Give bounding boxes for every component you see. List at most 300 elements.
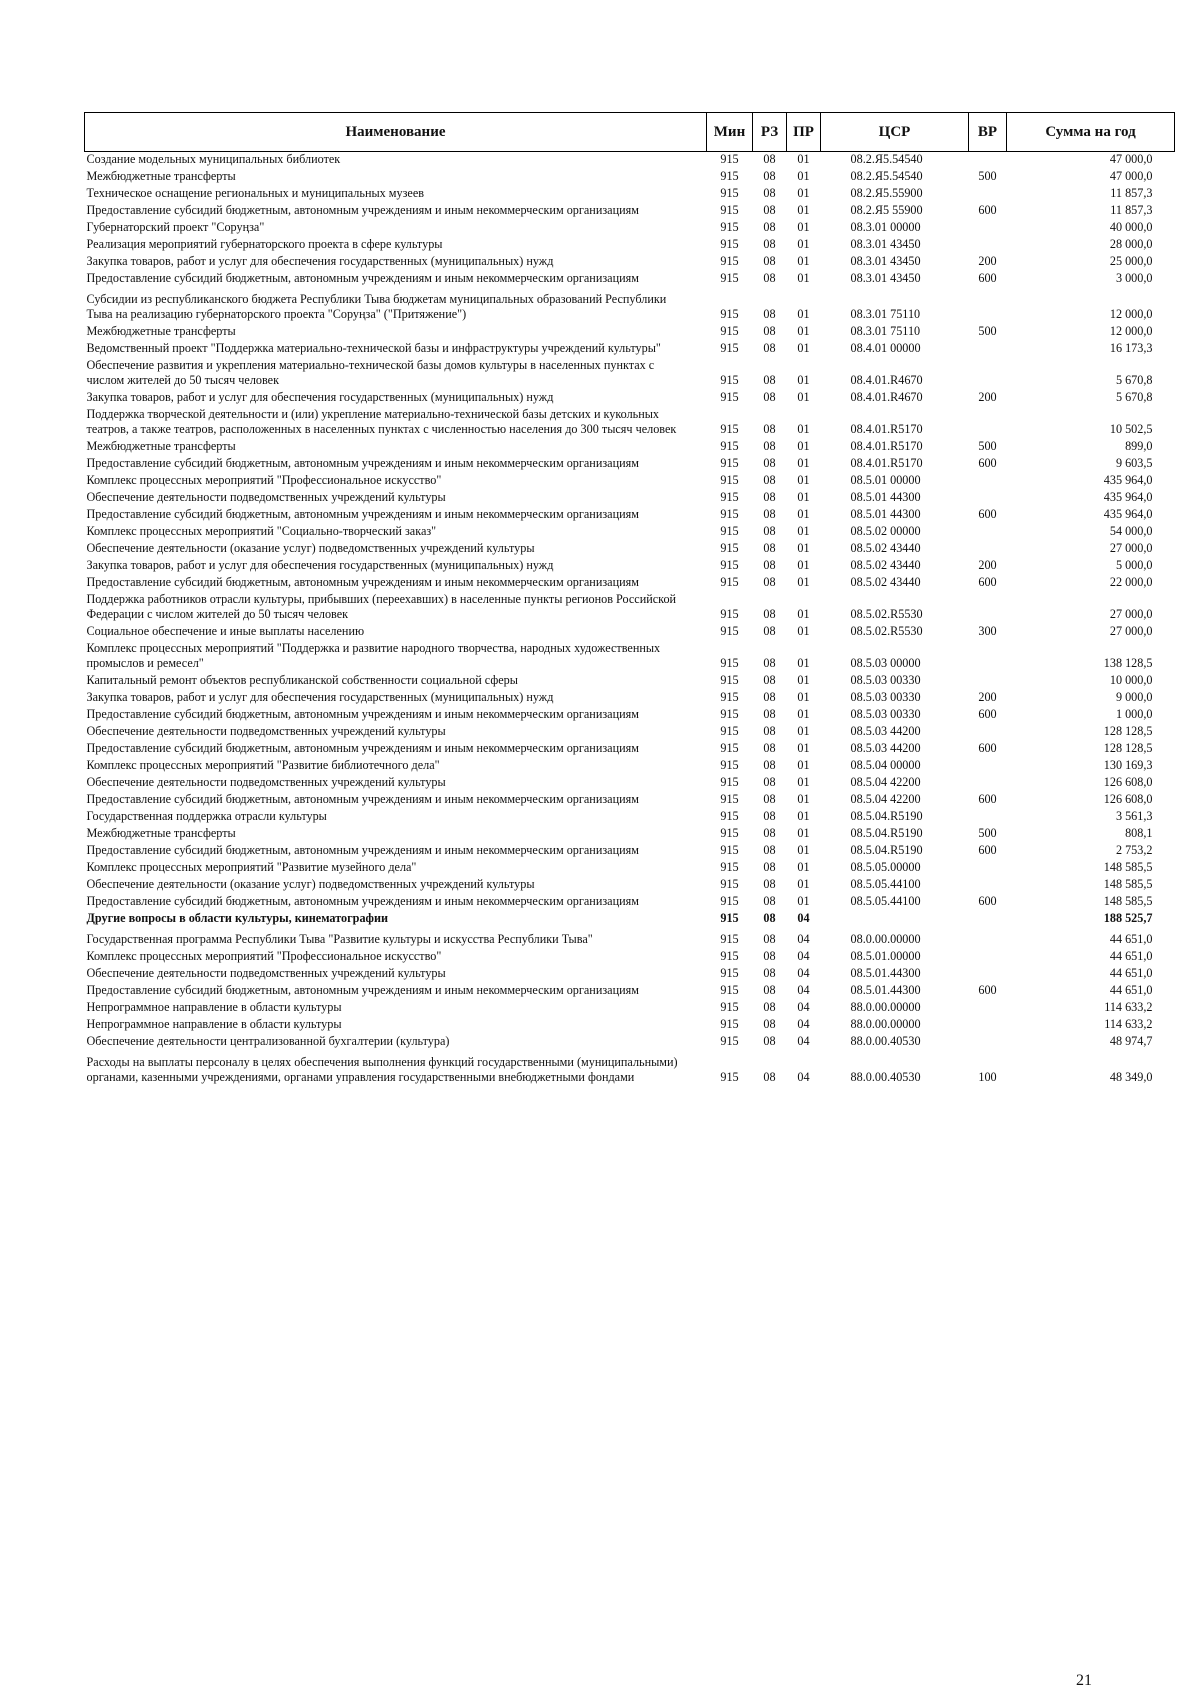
row-pr: 01 bbox=[797, 524, 810, 538]
header-csr: ЦСР bbox=[821, 113, 969, 152]
row-name: Другие вопросы в области культуры, кинематографии bbox=[86, 911, 389, 925]
row-min: 915 bbox=[720, 541, 739, 555]
row-min: 915 bbox=[720, 373, 739, 387]
row-pr: 01 bbox=[797, 741, 810, 755]
table-row bbox=[85, 690, 1175, 707]
row-min: 915 bbox=[720, 724, 739, 738]
row-csr: 08.4.01.R5170 bbox=[850, 456, 923, 470]
row-vr bbox=[969, 237, 1007, 254]
row-csr: 08.3.01 43450 bbox=[850, 271, 921, 285]
row-name: Межбюджетные трансферты bbox=[86, 324, 236, 338]
header-name: Наименование bbox=[85, 113, 707, 152]
row-csr: 08.3.01 75110 bbox=[850, 324, 921, 338]
row-csr: 88.0.00.00000 bbox=[850, 1000, 921, 1014]
row-vr: 600 bbox=[978, 707, 997, 721]
table-row bbox=[85, 724, 1175, 741]
row-sum: 5 000,0 bbox=[1115, 558, 1153, 572]
row-name: Обеспечение развития и укрепления материально-технической базы домов культуры в населенных пунктах с числом жителей до 50 тысяч человек bbox=[86, 358, 655, 387]
row-min: 915 bbox=[720, 186, 739, 200]
row-name: Губернаторский проект "Соруңза" bbox=[86, 220, 265, 234]
row-name: Предоставление субсидий бюджетным, автономным учреждениям и иным некоммерческим организациям bbox=[86, 741, 639, 755]
table-row bbox=[85, 1034, 1175, 1051]
row-pr: 01 bbox=[797, 271, 810, 285]
row-rz: 08 bbox=[763, 373, 776, 387]
row-pr: 01 bbox=[797, 775, 810, 789]
row-csr: 08.5.02.R5530 bbox=[850, 624, 923, 638]
header-sum: Сумма на год bbox=[1007, 113, 1175, 152]
table-row bbox=[85, 928, 1175, 949]
row-vr bbox=[969, 860, 1007, 877]
row-name: Обеспечение деятельности (оказание услуг) подведомственных учреждений культуры bbox=[86, 541, 535, 555]
row-min: 915 bbox=[720, 932, 739, 946]
row-name: Непрограммное направление в области культуры bbox=[86, 1000, 342, 1014]
row-vr bbox=[969, 949, 1007, 966]
row-min: 915 bbox=[720, 237, 739, 251]
table-row bbox=[85, 390, 1175, 407]
row-pr: 01 bbox=[797, 624, 810, 638]
row-min: 915 bbox=[720, 575, 739, 589]
row-name: Социальное обеспечение и иные выплаты населению bbox=[86, 624, 365, 638]
row-csr: 08.5.01.00000 bbox=[850, 949, 921, 963]
row-vr bbox=[969, 758, 1007, 775]
row-csr: 08.3.01 75110 bbox=[850, 307, 921, 321]
row-min: 915 bbox=[720, 1017, 739, 1031]
row-csr: 08.5.04.R5190 bbox=[850, 826, 923, 840]
row-name: Комплекс процессных мероприятий "Социально-творческий заказ" bbox=[86, 524, 437, 538]
row-vr: 200 bbox=[978, 390, 997, 404]
row-min: 915 bbox=[720, 271, 739, 285]
row-vr bbox=[969, 809, 1007, 826]
row-pr: 01 bbox=[797, 894, 810, 908]
row-pr: 01 bbox=[797, 169, 810, 183]
row-name: Расходы на выплаты персоналу в целях обеспечения выполнения функций государственными (муниципальными) органами, казенными учреждениями, органами управления государственными внебюджетными фондами bbox=[86, 1055, 678, 1084]
row-rz: 08 bbox=[763, 575, 776, 589]
row-vr bbox=[969, 1017, 1007, 1034]
row-min: 915 bbox=[720, 690, 739, 704]
row-min: 915 bbox=[720, 203, 739, 217]
row-min: 915 bbox=[720, 758, 739, 772]
row-name: Предоставление субсидий бюджетным, автономным учреждениям и иным некоммерческим организациям bbox=[86, 983, 639, 997]
row-name: Предоставление субсидий бюджетным, автономным учреждениям и иным некоммерческим организациям bbox=[86, 456, 639, 470]
row-min: 915 bbox=[720, 558, 739, 572]
row-rz: 08 bbox=[763, 826, 776, 840]
row-sum: 54 000,0 bbox=[1109, 524, 1153, 538]
row-sum: 5 670,8 bbox=[1115, 390, 1153, 404]
row-vr: 600 bbox=[978, 983, 997, 997]
row-name: Межбюджетные трансферты bbox=[86, 439, 236, 453]
row-csr: 08.0.00.00000 bbox=[850, 932, 921, 946]
table-row bbox=[85, 1000, 1175, 1017]
row-sum: 12 000,0 bbox=[1109, 324, 1153, 338]
row-pr: 01 bbox=[797, 186, 810, 200]
row-min: 915 bbox=[720, 741, 739, 755]
row-min: 915 bbox=[720, 169, 739, 183]
row-name: Обеспечение деятельности подведомственных учреждений культуры bbox=[86, 490, 446, 504]
table-row bbox=[85, 707, 1175, 724]
row-min: 915 bbox=[720, 254, 739, 268]
row-pr: 01 bbox=[797, 456, 810, 470]
row-sum: 148 585,5 bbox=[1103, 894, 1153, 908]
row-csr: 08.5.02 43440 bbox=[850, 558, 921, 572]
row-pr: 04 bbox=[797, 911, 810, 925]
row-pr: 01 bbox=[797, 439, 810, 453]
row-pr: 01 bbox=[797, 390, 810, 404]
row-name: Комплекс процессных мероприятий "Профессиональное искусство" bbox=[86, 949, 442, 963]
table-row bbox=[85, 592, 1175, 624]
table-header bbox=[85, 113, 1175, 152]
table-row bbox=[85, 169, 1175, 186]
row-csr: 08.5.01.44300 bbox=[850, 983, 921, 997]
row-pr: 01 bbox=[797, 324, 810, 338]
row-min: 915 bbox=[720, 673, 739, 687]
row-sum: 114 633,2 bbox=[1104, 1000, 1153, 1014]
table-row bbox=[85, 186, 1175, 203]
table-row bbox=[85, 624, 1175, 641]
table-row bbox=[85, 288, 1175, 324]
row-min: 915 bbox=[720, 473, 739, 487]
row-min: 915 bbox=[720, 775, 739, 789]
row-vr bbox=[969, 490, 1007, 507]
table-row bbox=[85, 358, 1175, 390]
row-csr: 08.5.02 00000 bbox=[850, 524, 921, 538]
row-csr: 08.5.01 44300 bbox=[850, 490, 921, 504]
row-name: Предоставление субсидий бюджетным, автономным учреждениям и иным некоммерческим организациям bbox=[86, 575, 639, 589]
row-pr: 01 bbox=[797, 422, 810, 436]
row-rz: 08 bbox=[763, 949, 776, 963]
row-name: Закупка товаров, работ и услуг для обеспечения государственных (муниципальных) нужд bbox=[86, 254, 554, 268]
row-csr: 08.5.04 42200 bbox=[850, 792, 921, 806]
row-min: 915 bbox=[720, 949, 739, 963]
row-name: Реализация мероприятий губернаторского проекта в сфере культуры bbox=[86, 237, 443, 251]
row-csr: 08.4.01.R4670 bbox=[850, 373, 923, 387]
row-name: Предоставление субсидий бюджетным, автономным учреждениям и иным некоммерческим организациям bbox=[86, 894, 639, 908]
row-min: 915 bbox=[720, 966, 739, 980]
row-csr: 08.5.01 00000 bbox=[850, 473, 921, 487]
row-min: 915 bbox=[720, 439, 739, 453]
row-name: Поддержка работников отрасли культуры, прибывших (переехавших) в населенные пункты регионов Российской Федерации с числом жителей до 50 тысяч человек bbox=[86, 592, 677, 621]
row-rz: 08 bbox=[763, 1017, 776, 1031]
row-sum: 40 000,0 bbox=[1109, 220, 1153, 234]
row-vr bbox=[969, 592, 1007, 624]
row-rz: 08 bbox=[763, 169, 776, 183]
row-csr: 08.5.04.R5190 bbox=[850, 843, 923, 857]
row-vr: 500 bbox=[978, 439, 997, 453]
row-name: Непрограммное направление в области культуры bbox=[86, 1017, 342, 1031]
row-sum: 11 857,3 bbox=[1110, 203, 1153, 217]
row-vr bbox=[969, 673, 1007, 690]
row-rz: 08 bbox=[763, 624, 776, 638]
row-sum: 148 585,5 bbox=[1103, 877, 1153, 891]
row-vr: 200 bbox=[978, 690, 997, 704]
row-csr: 08.3.01 43450 bbox=[850, 237, 921, 251]
row-name: Поддержка творческой деятельности и (или) укрепление материально-технической базы детских и кукольных театров, а также театров, расположенных в населенных пунктах с численностью населения до 300 тысяч человек bbox=[86, 407, 677, 436]
row-vr: 200 bbox=[978, 558, 997, 572]
row-rz: 08 bbox=[763, 809, 776, 823]
row-vr bbox=[969, 473, 1007, 490]
row-min: 915 bbox=[720, 809, 739, 823]
row-csr: 08.3.01 43450 bbox=[850, 254, 921, 268]
row-csr: 08.5.04 42200 bbox=[850, 775, 921, 789]
row-pr: 01 bbox=[797, 843, 810, 857]
table-row bbox=[85, 541, 1175, 558]
row-min: 915 bbox=[720, 490, 739, 504]
row-vr: 300 bbox=[978, 624, 997, 638]
row-sum: 10 502,5 bbox=[1109, 422, 1153, 436]
row-rz: 08 bbox=[763, 507, 776, 521]
row-rz: 08 bbox=[763, 894, 776, 908]
row-name: Государственная поддержка отрасли культуры bbox=[86, 809, 327, 823]
row-vr bbox=[969, 541, 1007, 558]
row-rz: 08 bbox=[763, 877, 776, 891]
table-row bbox=[85, 203, 1175, 220]
row-pr: 01 bbox=[797, 490, 810, 504]
row-csr: 08.2.Я5.54540 bbox=[850, 152, 923, 166]
row-sum: 48 974,7 bbox=[1109, 1034, 1153, 1048]
row-sum: 27 000,0 bbox=[1109, 541, 1153, 555]
row-pr: 04 bbox=[797, 932, 810, 946]
table-row bbox=[85, 894, 1175, 911]
row-name: Государственная программа Республики Тыва "Развитие культуры и искусства Республики Тыва" bbox=[86, 932, 593, 946]
row-rz: 08 bbox=[763, 792, 776, 806]
row-name: Комплекс процессных мероприятий "Поддержка и развитие народного творчества, народных художественных промыслов и ремесел" bbox=[86, 641, 661, 670]
row-csr: 08.5.03 44200 bbox=[850, 724, 921, 738]
row-min: 915 bbox=[720, 894, 739, 908]
row-sum: 130 169,3 bbox=[1103, 758, 1153, 772]
row-name: Обеспечение деятельности централизованной бухгалтерии (культура) bbox=[86, 1034, 450, 1048]
row-sum: 44 651,0 bbox=[1109, 983, 1153, 997]
row-rz: 08 bbox=[763, 843, 776, 857]
table-row bbox=[85, 220, 1175, 237]
row-vr bbox=[969, 186, 1007, 203]
row-name: Предоставление субсидий бюджетным, автономным учреждениям и иным некоммерческим организациям bbox=[86, 271, 639, 285]
row-csr: 88.0.00.40530 bbox=[850, 1034, 921, 1048]
row-min: 915 bbox=[720, 1034, 739, 1048]
table-row bbox=[85, 439, 1175, 456]
budget-table bbox=[84, 112, 1175, 1087]
row-min: 915 bbox=[720, 860, 739, 874]
row-sum: 44 651,0 bbox=[1109, 932, 1153, 946]
row-pr: 01 bbox=[797, 607, 810, 621]
row-pr: 01 bbox=[797, 575, 810, 589]
row-rz: 08 bbox=[763, 966, 776, 980]
row-sum: 25 000,0 bbox=[1109, 254, 1153, 268]
row-rz: 08 bbox=[763, 558, 776, 572]
row-rz: 08 bbox=[763, 220, 776, 234]
row-sum: 3 000,0 bbox=[1115, 271, 1153, 285]
row-csr: 08.5.05.44100 bbox=[850, 877, 921, 891]
row-name: Комплекс процессных мероприятий "Развитие музейного дела" bbox=[86, 860, 417, 874]
table-row bbox=[85, 911, 1175, 928]
row-min: 915 bbox=[720, 152, 739, 166]
row-vr: 600 bbox=[978, 271, 997, 285]
row-rz: 08 bbox=[763, 860, 776, 874]
row-vr bbox=[969, 911, 1007, 928]
header-rz: РЗ bbox=[753, 113, 787, 152]
row-pr: 04 bbox=[797, 1017, 810, 1031]
row-name: Предоставление субсидий бюджетным, автономным учреждениям и иным некоммерческим организациям bbox=[86, 707, 639, 721]
table-row bbox=[85, 641, 1175, 673]
row-pr: 01 bbox=[797, 673, 810, 687]
row-min: 915 bbox=[720, 390, 739, 404]
row-sum: 44 651,0 bbox=[1109, 966, 1153, 980]
row-rz: 08 bbox=[763, 724, 776, 738]
row-name: Закупка товаров, работ и услуг для обеспечения государственных (муниципальных) нужд bbox=[86, 390, 554, 404]
row-pr: 01 bbox=[797, 690, 810, 704]
row-vr: 200 bbox=[978, 254, 997, 268]
row-pr: 01 bbox=[797, 724, 810, 738]
row-rz: 08 bbox=[763, 690, 776, 704]
row-csr: 88.0.00.00000 bbox=[850, 1017, 921, 1031]
table-row bbox=[85, 490, 1175, 507]
row-pr: 01 bbox=[797, 860, 810, 874]
row-min: 915 bbox=[720, 220, 739, 234]
row-vr bbox=[969, 152, 1007, 170]
row-sum: 128 128,5 bbox=[1103, 724, 1153, 738]
table-row bbox=[85, 473, 1175, 490]
row-name: Техническое оснащение региональных и муниципальных музеев bbox=[86, 186, 424, 200]
row-rz: 08 bbox=[763, 439, 776, 453]
table-row bbox=[85, 860, 1175, 877]
row-min: 915 bbox=[720, 792, 739, 806]
row-min: 915 bbox=[720, 826, 739, 840]
row-csr: 08.2.Я5 55900 bbox=[850, 203, 923, 217]
row-csr: 08.5.01.44300 bbox=[850, 966, 921, 980]
header-min: Мин bbox=[707, 113, 753, 152]
row-rz: 08 bbox=[763, 741, 776, 755]
row-sum: 899,0 bbox=[1125, 439, 1153, 453]
row-name: Обеспечение деятельности подведомственных учреждений культуры bbox=[86, 724, 446, 738]
table-row bbox=[85, 507, 1175, 524]
row-pr: 01 bbox=[797, 341, 810, 355]
row-rz: 08 bbox=[763, 911, 776, 925]
row-rz: 08 bbox=[763, 775, 776, 789]
row-vr bbox=[969, 1034, 1007, 1051]
row-min: 915 bbox=[720, 843, 739, 857]
row-pr: 01 bbox=[797, 507, 810, 521]
row-pr: 04 bbox=[797, 1034, 810, 1048]
row-rz: 08 bbox=[763, 422, 776, 436]
row-name: Межбюджетные трансферты bbox=[86, 826, 236, 840]
row-sum: 126 608,0 bbox=[1103, 792, 1153, 806]
row-sum: 44 651,0 bbox=[1109, 949, 1153, 963]
row-rz: 08 bbox=[763, 152, 776, 166]
row-csr: 08.5.03 44200 bbox=[850, 741, 921, 755]
row-pr: 01 bbox=[797, 237, 810, 251]
row-sum: 138 128,5 bbox=[1103, 656, 1153, 670]
row-pr: 01 bbox=[797, 541, 810, 555]
table-row bbox=[85, 966, 1175, 983]
row-min: 915 bbox=[720, 307, 739, 321]
row-sum: 5 670,8 bbox=[1115, 373, 1153, 387]
row-pr: 01 bbox=[797, 220, 810, 234]
row-csr: 08.4.01.R5170 bbox=[850, 439, 923, 453]
row-vr: 600 bbox=[978, 456, 997, 470]
row-csr: 08.5.01 44300 bbox=[850, 507, 921, 521]
row-rz: 08 bbox=[763, 707, 776, 721]
row-rz: 08 bbox=[763, 1070, 776, 1084]
row-csr: 08.3.01 00000 bbox=[850, 220, 921, 234]
row-min: 915 bbox=[720, 1070, 739, 1084]
row-csr: 08.5.02 43440 bbox=[850, 541, 921, 555]
row-sum: 47 000,0 bbox=[1109, 169, 1153, 183]
row-pr: 04 bbox=[797, 966, 810, 980]
row-pr: 01 bbox=[797, 203, 810, 217]
row-vr bbox=[969, 524, 1007, 541]
table-row bbox=[85, 826, 1175, 843]
row-csr: 08.2.Я5.54540 bbox=[850, 169, 923, 183]
row-name: Закупка товаров, работ и услуг для обеспечения государственных (муниципальных) нужд bbox=[86, 690, 554, 704]
row-rz: 08 bbox=[763, 1000, 776, 1014]
row-rz: 08 bbox=[763, 203, 776, 217]
row-min: 915 bbox=[720, 456, 739, 470]
row-csr: 08.4.01.R4670 bbox=[850, 390, 923, 404]
row-rz: 08 bbox=[763, 1034, 776, 1048]
row-vr bbox=[969, 220, 1007, 237]
row-name: Межбюджетные трансферты bbox=[86, 169, 236, 183]
row-name: Предоставление субсидий бюджетным, автономным учреждениям и иным некоммерческим организациям bbox=[86, 792, 639, 806]
row-vr: 100 bbox=[978, 1070, 997, 1084]
row-name: Создание модельных муниципальных библиотек bbox=[86, 152, 341, 166]
budget-table-page bbox=[84, 112, 1174, 1087]
row-csr: 88.0.00.40530 bbox=[850, 1070, 921, 1084]
row-sum: 1 000,0 bbox=[1115, 707, 1153, 721]
row-rz: 08 bbox=[763, 524, 776, 538]
header-vr: ВР bbox=[969, 113, 1007, 152]
table-row bbox=[85, 271, 1175, 288]
row-pr: 01 bbox=[797, 254, 810, 268]
row-rz: 08 bbox=[763, 271, 776, 285]
row-vr: 600 bbox=[978, 507, 997, 521]
row-vr bbox=[969, 341, 1007, 358]
table-row bbox=[85, 673, 1175, 690]
row-pr: 01 bbox=[797, 758, 810, 772]
row-rz: 08 bbox=[763, 758, 776, 772]
row-csr: 08.4.01 00000 bbox=[850, 341, 921, 355]
table-row bbox=[85, 758, 1175, 775]
row-rz: 08 bbox=[763, 541, 776, 555]
row-name: Закупка товаров, работ и услуг для обеспечения государственных (муниципальных) нужд bbox=[86, 558, 554, 572]
row-vr: 600 bbox=[978, 741, 997, 755]
row-min: 915 bbox=[720, 624, 739, 638]
table-row bbox=[85, 843, 1175, 860]
table-row bbox=[85, 524, 1175, 541]
row-sum: 128 128,5 bbox=[1103, 741, 1153, 755]
row-min: 915 bbox=[720, 341, 739, 355]
row-vr: 600 bbox=[978, 894, 997, 908]
table-row bbox=[85, 558, 1175, 575]
row-vr bbox=[969, 288, 1007, 324]
row-rz: 08 bbox=[763, 983, 776, 997]
row-sum: 126 608,0 bbox=[1103, 775, 1153, 789]
row-csr: 08.5.03 00330 bbox=[850, 707, 921, 721]
row-csr: 08.4.01.R5170 bbox=[850, 422, 923, 436]
row-pr: 01 bbox=[797, 307, 810, 321]
row-pr: 04 bbox=[797, 983, 810, 997]
row-sum: 10 000,0 bbox=[1109, 673, 1153, 687]
row-min: 915 bbox=[720, 324, 739, 338]
row-vr bbox=[969, 928, 1007, 949]
row-vr: 600 bbox=[978, 203, 997, 217]
row-name: Субсидии из республиканского бюджета Республики Тыва бюджетам муниципальных образований Республики Тыва на реализацию губернаторского проекта "Соруңза" ("Притяжение") bbox=[86, 292, 667, 321]
row-min: 915 bbox=[720, 707, 739, 721]
row-sum: 9 000,0 bbox=[1115, 690, 1153, 704]
row-csr: 08.5.03 00000 bbox=[850, 656, 921, 670]
row-vr: 500 bbox=[978, 826, 997, 840]
row-rz: 08 bbox=[763, 254, 776, 268]
row-rz: 08 bbox=[763, 324, 776, 338]
row-sum: 148 585,5 bbox=[1103, 860, 1153, 874]
row-sum: 435 964,0 bbox=[1103, 507, 1153, 521]
